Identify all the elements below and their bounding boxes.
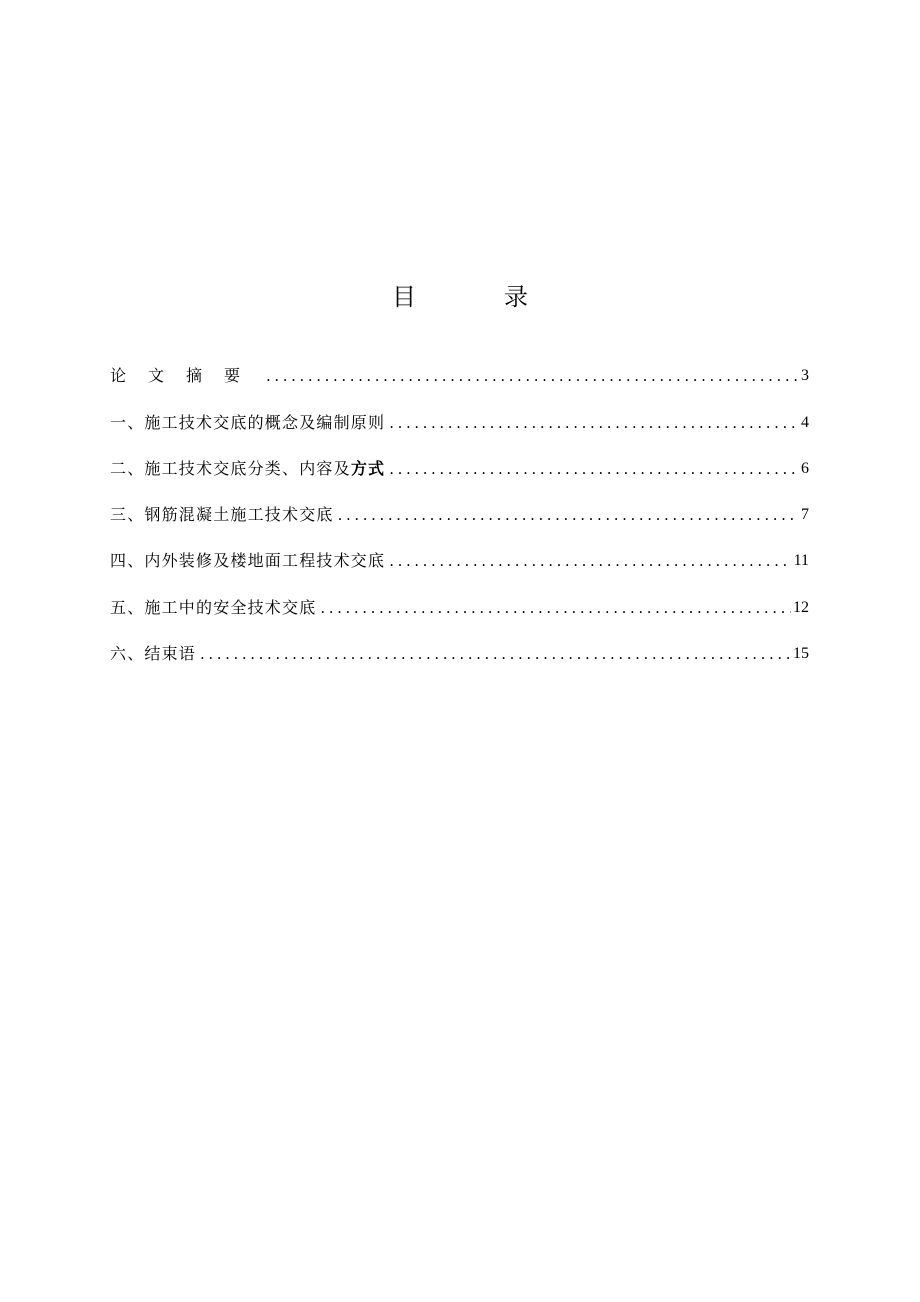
toc-entry-3[interactable] [110,482,809,528]
toc-entry-abstract[interactable] [110,343,809,389]
toc-title [0,282,920,312]
toc-entry-4[interactable] [110,528,809,574]
toc-leader-dots [320,595,791,621]
toc-entry-label [110,456,385,482]
toc-entry-6[interactable] [110,621,809,667]
toc-entry-page: 11 [793,552,809,570]
toc-leader-dots [389,410,799,436]
toc-list [110,343,809,667]
toc-entry-label: 六、结束语 [110,644,197,664]
toc-entry-label: 五、施工中的安全技术交底 [110,597,317,617]
toc-entry-2[interactable] [110,436,809,482]
toc-entry-page: 4 [801,413,809,431]
toc-entry-label-text: 二、施工技术交底分类、内容及 [110,458,351,478]
toc-leader-dots [266,363,799,389]
toc-leader-dots [200,641,791,667]
toc-entry-page: 6 [801,459,809,477]
toc-title-char-2: 录 [504,283,528,311]
toc-entry-page: 3 [801,367,809,385]
toc-leader-dots [389,548,791,574]
toc-entry-label-bold: 方式 [350,458,386,478]
toc-entry-label: 四、内外装修及楼地面工程技术交底 [110,551,386,571]
toc-entry-label: 论文摘要 [110,366,263,386]
toc-entry-page: 7 [801,506,809,524]
toc-entry-page: 12 [793,598,809,616]
toc-entry-label: 一、施工技术交底的概念及编制原则 [110,412,386,432]
toc-leader-dots [338,502,799,528]
toc-title-char-1: 目 [392,283,416,311]
toc-entry-label: 三、钢筋混凝土施工技术交底 [110,505,334,525]
toc-leader-dots [389,456,799,482]
toc-entry-1[interactable] [110,389,809,435]
toc-entry-page: 15 [793,645,809,663]
toc-entry-5[interactable] [110,574,809,620]
